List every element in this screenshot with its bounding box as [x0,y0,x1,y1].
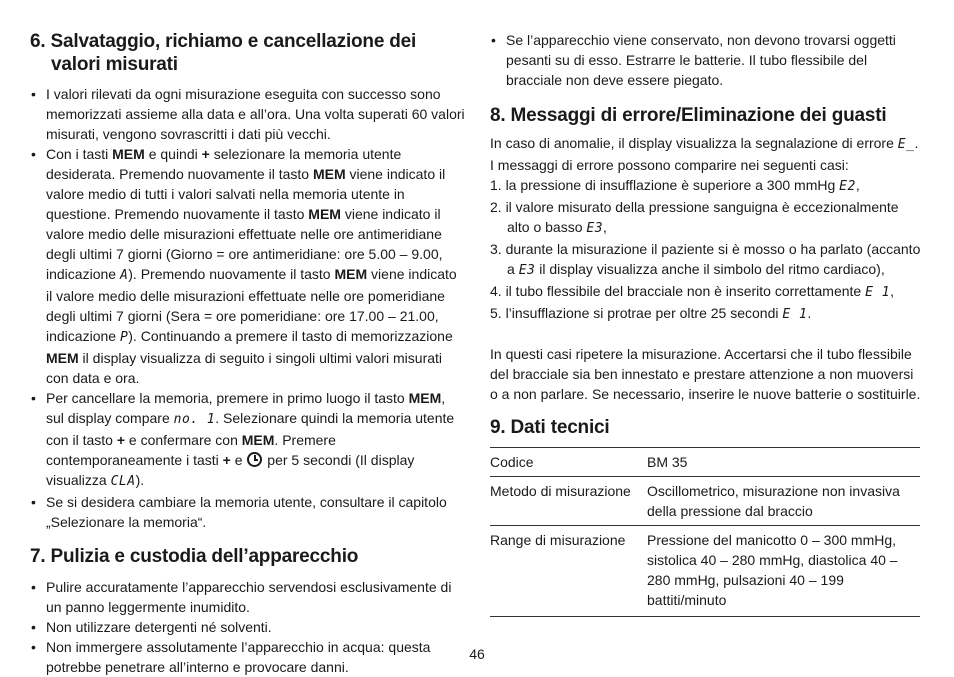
lcd-error-code: E3 [518,263,536,278]
lcd-symbol-p: P [119,330,129,345]
error-item: 2. il valore misurato della pressione sanguigna è eccezionalmente alto o basso E3, [490,199,899,236]
table-key: Metodo di misurazione [490,483,631,499]
section-7-bullet-3: • Non immergere assolutamente l’apparecchio in acqua: questa potrebbe penetrare all’interno e provocare danni. [30,637,465,677]
table-key: Range di misurazione [490,532,626,548]
section-6-bullet-3: • Per cancellare la memoria, premere in primo luogo il tasto MEM, sul display compare no. 1. Selezionare quindi la memoria utente con il tasto + e confermare con MEM. Premere contemporaneamente i tasti + e per 5 secondi (Il display visualizza CLA). [30,388,465,492]
error-item: 3. durante la misurazione il paziente si è mosso o ha parlato (accanto a E3 il display visualizza anche il simbolo del ritmo cardiaco), [490,241,921,278]
section-7-bullet-1: • Pulire accuratamente l’apparecchio servendosi esclusivamente di un panno leggermente inumidito. [30,577,465,617]
table-value: BM 35 [647,454,688,470]
plus-key-label: + [201,146,210,162]
lcd-error-code: E3 [586,221,604,236]
page-number: 46 [469,646,485,662]
section-8-title: 8. Messaggi di errore/Eliminazione dei guasti [490,105,887,126]
section-8-intro: In caso di anomalie, il display visualizza la segnalazione di errore E_. [490,135,919,152]
error-item: 1. la pressione di insufflazione è superiore a 300 mmHg E2, [490,177,860,194]
left-column [30,30,465,677]
section-7-list-continued [490,30,922,90]
lcd-symbol-a: A [119,268,129,283]
section-7-list [30,577,465,677]
table-row [490,477,920,526]
table-row [490,526,920,617]
clock-icon [247,452,262,467]
section-7-title: 7. Pulizia e custodia dell’apparecchio [30,546,359,567]
section-6-bullet-1: • I valori rilevati da ogni misurazione eseguita con successo sono memorizzati assieme alla data e all’ora. Una volta superati 60 valori misurati, vengono sovrascritti i dati più vecchi. [30,84,465,144]
table-row [490,448,920,477]
error-list [490,175,922,325]
table-value: Pressione del manicotto 0 – 300 mmHg, sistolica 40 – 280 mmHg, diastolica 40 – 280 mmHg, pulsazioni 40 – 199 battiti/minuto [647,532,898,608]
section-9-title: 9. Dati tecnici [490,417,610,438]
lcd-symbol-no1: no. 1 [173,412,216,427]
section-7-bullet-4: • Se l’apparecchio viene conservato, non devono trovarsi oggetti pesanti su di esso. Estrarre le batterie. Il tubo flessibile del bracciale non deve essere piegato. [490,30,922,90]
right-column [490,30,922,617]
mem-key-label: MEM [112,146,145,162]
section-8-remedy: In questi casi ripetere la misurazione. Accertarsi che il tubo flessibile del bracciale sia ben innestato e prestare attenzione a non muoversi o a non parlare. Se necessario, inserire le nuove batterie o sostituirle. [490,346,921,402]
lcd-error-code: E 1 [865,285,891,300]
lcd-error-symbol: E_ [897,137,915,152]
lcd-error-code: E2 [839,179,856,194]
section-6-list [30,84,465,532]
lcd-error-code: E 1 [782,307,808,322]
section-8-intro-2: I messaggi di errore possono comparire nei seguenti casi: [490,157,849,173]
section-7-bullet-2: • Non utilizzare detergenti né solventi. [30,617,465,637]
table-value: Oscillometrico, misurazione non invasiva della pressione dal braccio [647,483,900,519]
error-item: 4. il tubo flessibile del bracciale non è inserito correttamente E 1, [490,283,894,300]
tech-data-table [490,447,920,617]
section-6-bullet-2: • Con i tasti MEM e quindi + selezionare la memoria utente desiderata. Premendo nuovamente il tasto MEM viene indicato il valore medio di tutti i valori salvati nella memoria utente in questione. Premendo nuovamente il tasto MEM viene indicato il valore medio delle misurazioni effettuate nelle ore antimeridiane degli ultimi 7 giorni (Giorno = ore antimeridiane: ore 5.00 – 9.00, indicazione A). Premendo nuovamente il tasto MEM viene indicato il valore medio delle misurazioni effettuate nelle ore pomeridiane degli ultimi 7 giorni (Sera = ore pomeridiane: ore 17.00 – 21.00, indicazione P). Continuando a premere il tasto di memorizzazione MEM il display visualizza di seguito i singoli ultimi valori misurati con data e ora. [30,144,465,388]
section-6-title: 6. Salvataggio, richiamo e cancellazione dei valori misurati [30,31,417,75]
error-item: 5. l’insufflazione si protrae per oltre 25 secondi E 1. [490,305,812,322]
lcd-symbol-cla: CLA [110,474,136,489]
table-key: Codice [490,454,534,470]
section-6-bullet-4: • Se si desidera cambiare la memoria utente, consultare il capitolo „Selezionare la memoria“. [30,492,465,532]
